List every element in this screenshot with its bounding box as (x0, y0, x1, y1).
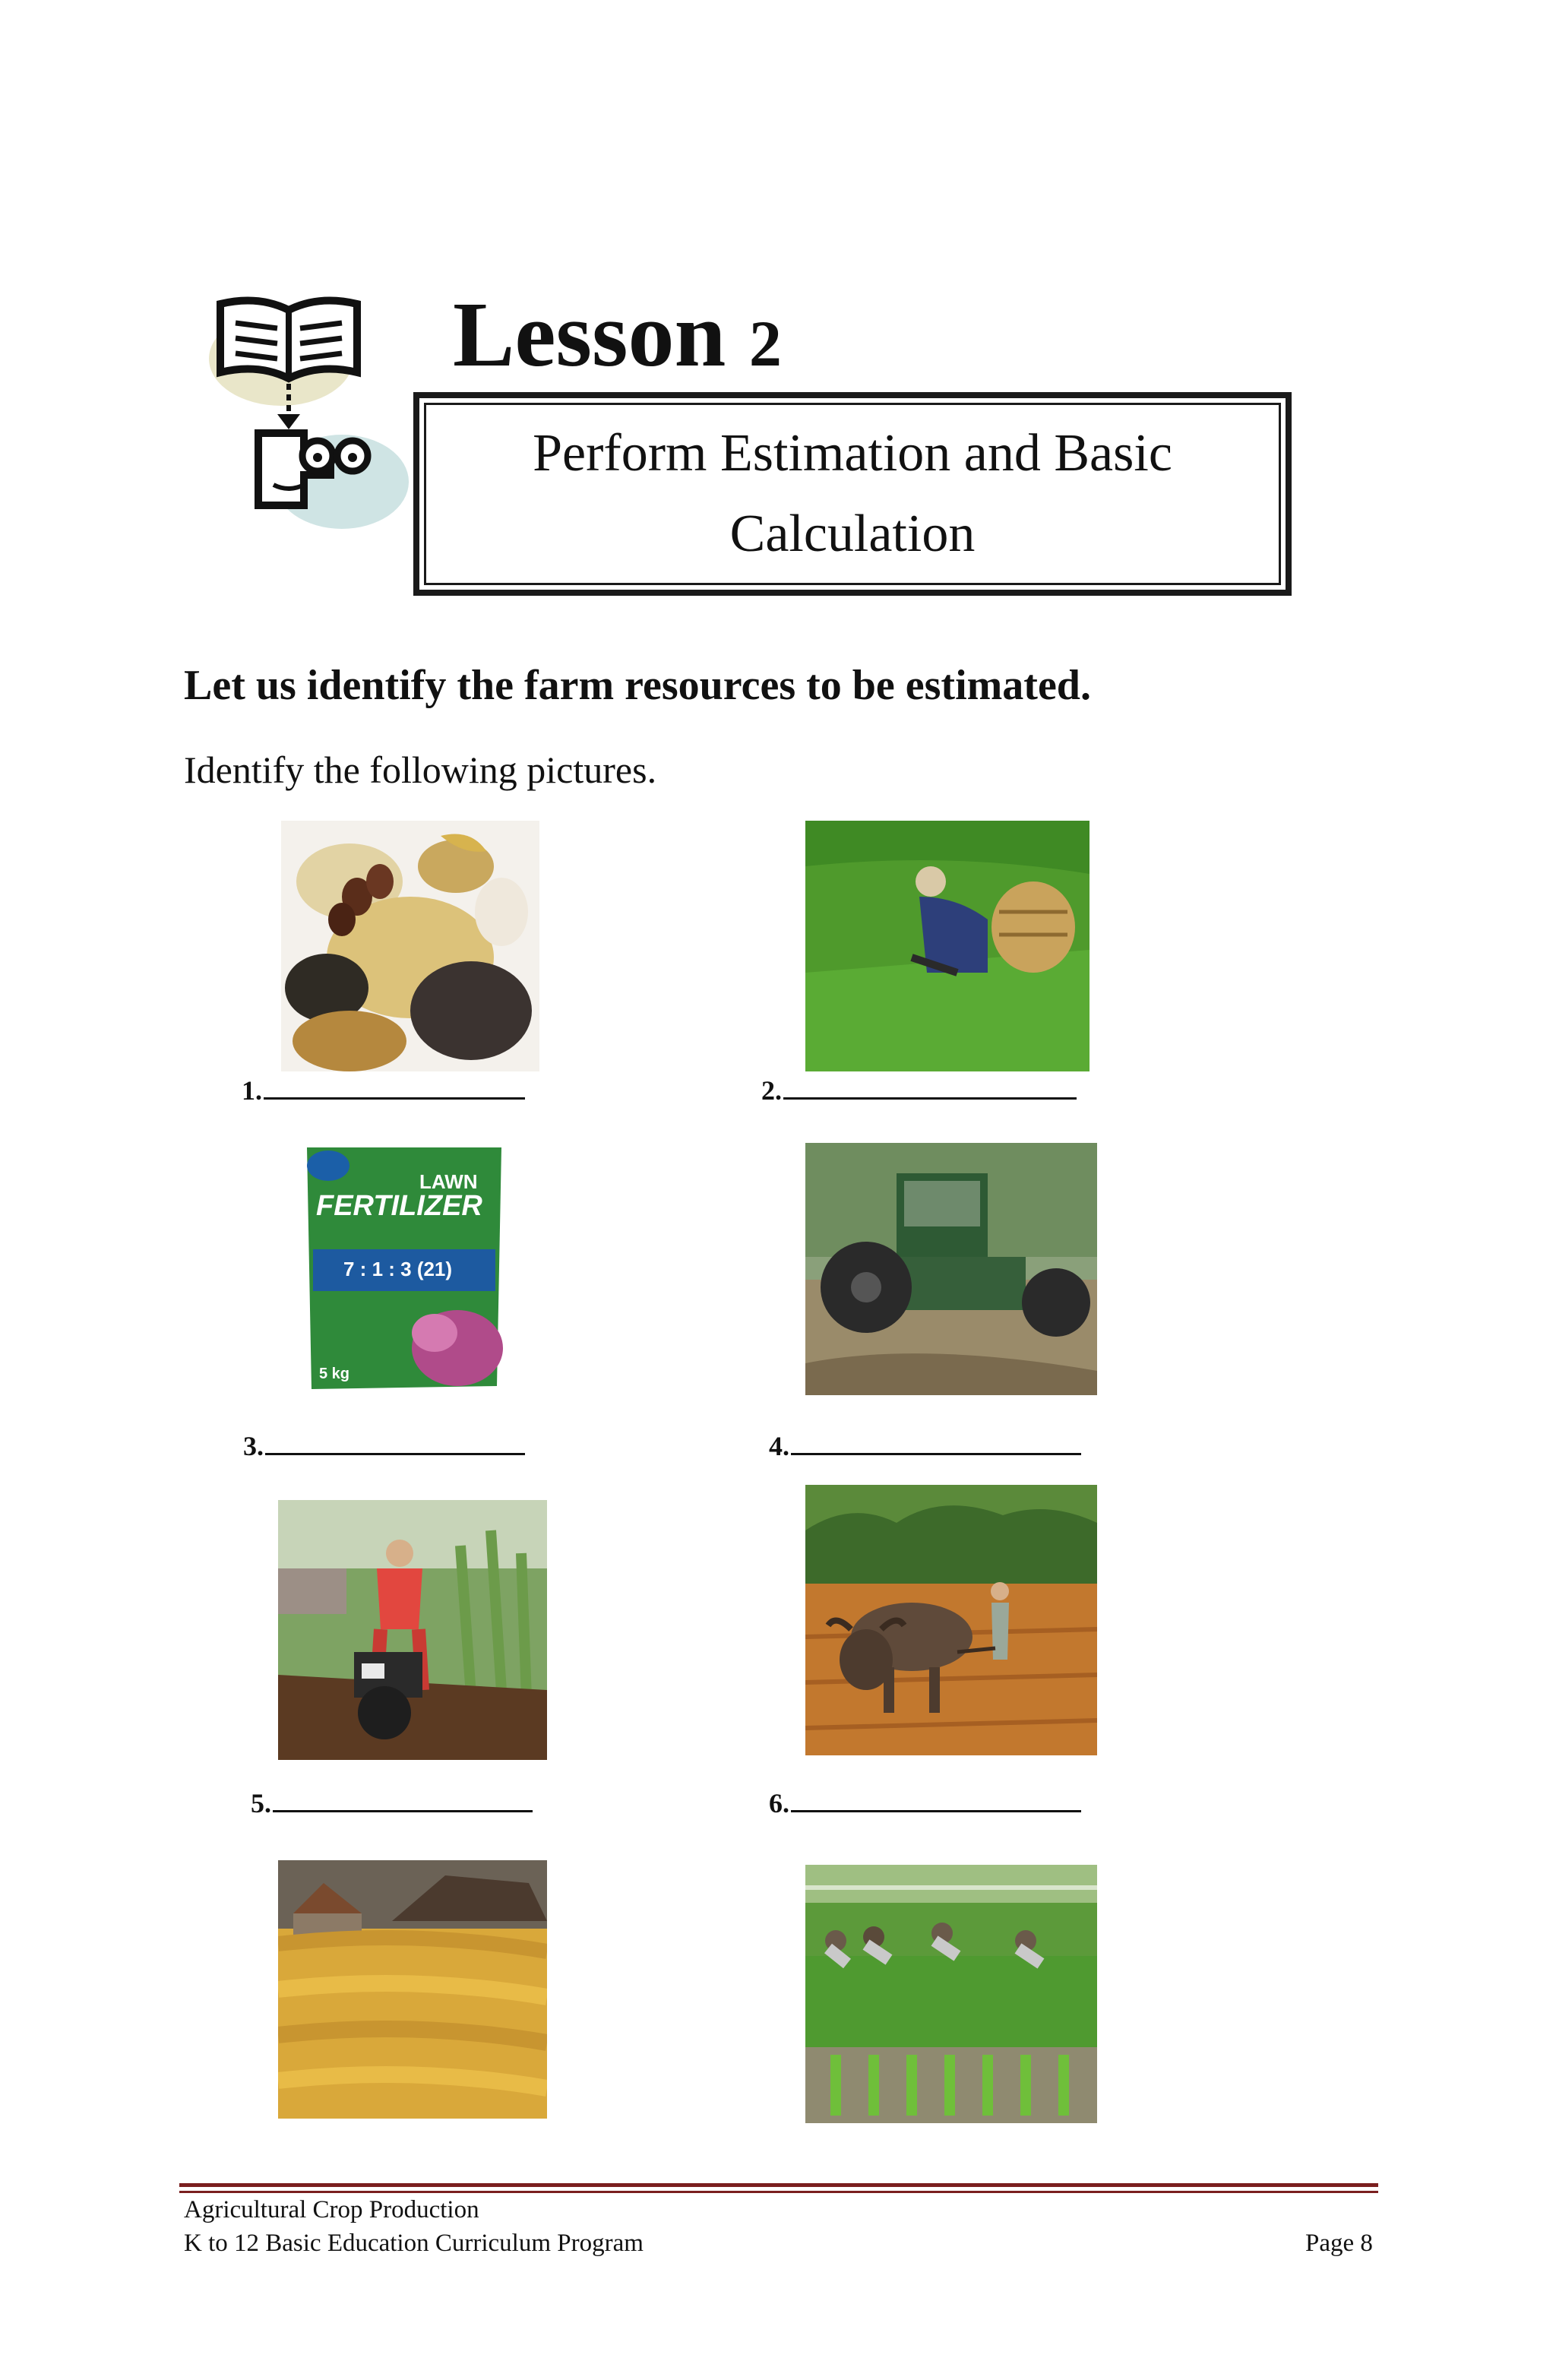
lesson-number: 2 (748, 307, 782, 380)
instruction-text: Identify the following pictures. (184, 748, 657, 791)
lesson-title: Perform Estimation and Basic Calculation (533, 423, 1172, 563)
footer-rule-thin (179, 2191, 1378, 2193)
footer-course: Agricultural Crop Production (184, 2196, 479, 2223)
answer-blank-1[interactable] (242, 1073, 525, 1106)
page-number: Page 8 (1305, 2230, 1373, 2257)
lesson-title-frame (424, 403, 1281, 585)
picture-tractor (805, 1143, 1097, 1395)
answer-blank-5[interactable] (251, 1786, 533, 1819)
footer-rule (179, 2183, 1378, 2187)
answer-line (783, 1073, 1077, 1100)
fertilizer-product: FERTILIZER (316, 1190, 482, 1222)
picture-rice-farmer (805, 821, 1090, 1071)
item-number: 5. (251, 1788, 271, 1818)
answer-line (273, 1786, 533, 1812)
picture-carabao-plowing (805, 1485, 1097, 1755)
answer-line (791, 1786, 1081, 1812)
fertilizer-ratio: 7 : 1 : 3 (21) (343, 1258, 453, 1280)
answer-line (265, 1429, 525, 1455)
picture-rice-transplanting (805, 1865, 1097, 2123)
item-number: 1. (242, 1075, 262, 1106)
picture-fertilizer-bag (298, 1143, 511, 1394)
lesson-word: Lesson (453, 283, 726, 386)
lesson-heading (453, 283, 782, 386)
section-heading: Let us identify the farm resources to be estimated. (184, 662, 1091, 709)
lesson-title-box (413, 392, 1292, 596)
picture-corn-drying (278, 1860, 547, 2119)
item-number: 6. (769, 1788, 789, 1818)
answer-blank-2[interactable] (761, 1073, 1077, 1106)
picture-hand-tractor (278, 1500, 547, 1760)
answer-line (791, 1429, 1081, 1455)
item-number: 4. (769, 1431, 789, 1461)
answer-blank-3[interactable] (243, 1429, 525, 1462)
lesson-book-icon (205, 289, 425, 547)
footer-program: K to 12 Basic Education Curriculum Program (184, 2230, 644, 2257)
fertilizer-weight: 5 kg (319, 1366, 350, 1382)
answer-blank-4[interactable] (769, 1429, 1081, 1462)
answer-blank-6[interactable] (769, 1786, 1081, 1819)
item-number: 2. (761, 1075, 782, 1106)
item-number: 3. (243, 1431, 264, 1461)
fertilizer-brand: LAWN (419, 1170, 478, 1193)
answer-line (264, 1073, 525, 1100)
picture-seeds (281, 821, 539, 1071)
